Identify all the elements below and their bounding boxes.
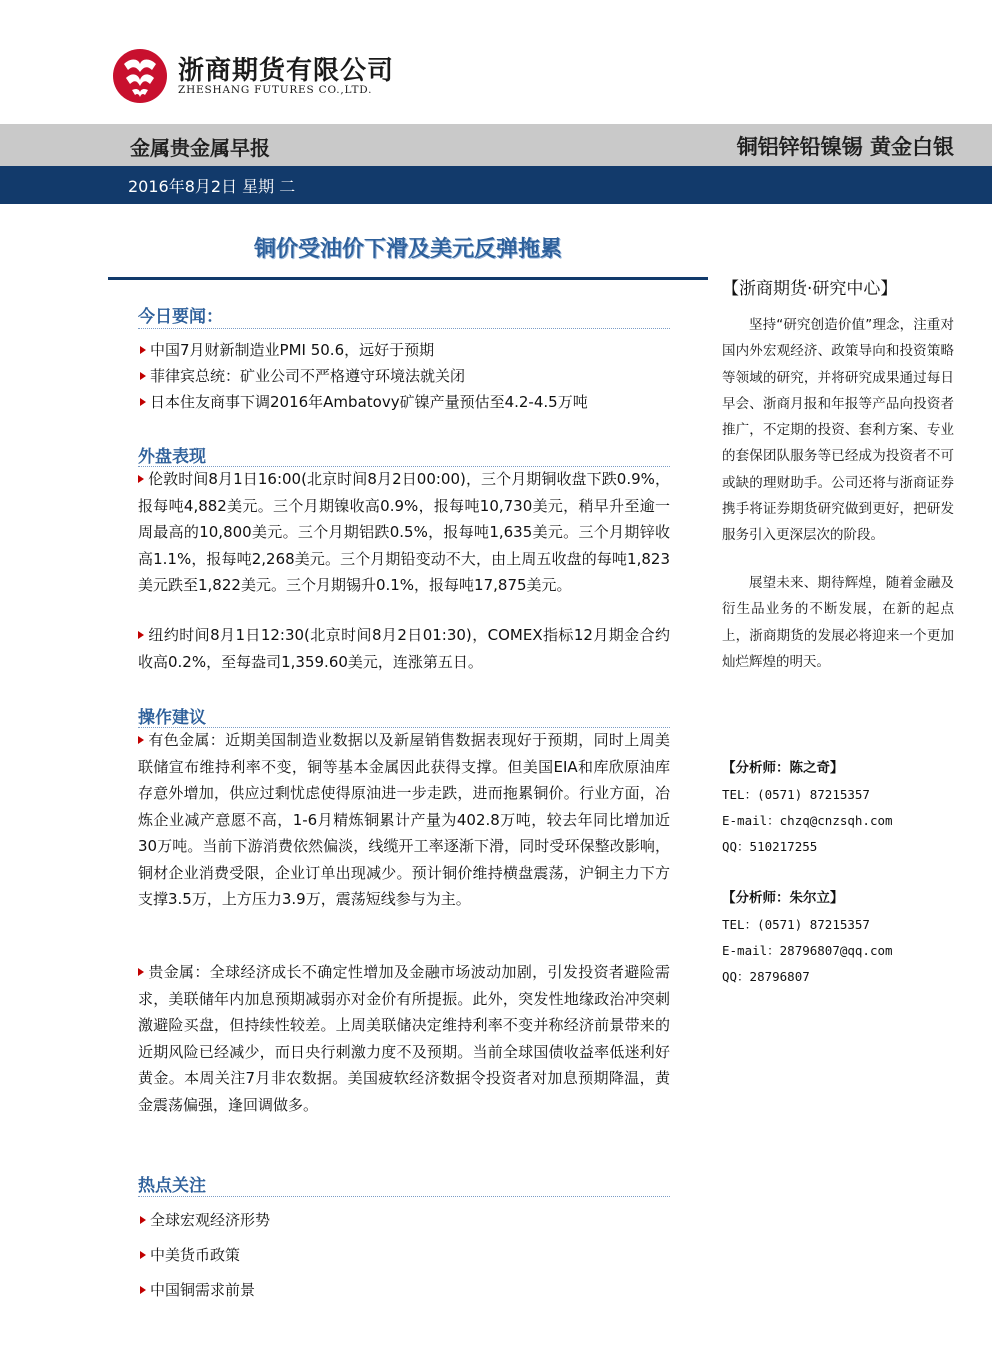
red-arrow-bullet-icon [138,968,144,976]
red-arrow-bullet-icon [138,475,144,483]
advice-section-title: 操作建议 [138,708,206,728]
red-arrow-bullet-icon [140,398,146,406]
red-arrow-bullet-icon [138,736,144,744]
headline-divider [108,277,708,280]
company-name-en: ZHESHANG FUTURES CO.,LTD. [178,84,373,96]
red-arrow-bullet-icon [140,1216,146,1224]
analyst-tel: TEL：(0571) 87215357 [722,787,870,802]
hot-item: 中国铜需求前景 [140,1277,255,1303]
analyst-email[interactable]: E-mail：chzq@cnzsqh.com [722,813,893,828]
research-center-intro: 坚持“研究创造价值”理念，注重对国内外宏观经济、政策导向和投资策略等领域的研究，并将研究成果通过每日早会、浙商月报和年报等产品向投资者推广，不定期的投资、套利方案、专业的套保团队服务等已经成为投资者不可或缺的理财助手。公司还将与浙商证券携手将证券期货研究做到更好，把研发服务引入更深层次的阶段。 [722,317,954,544]
date-band [0,166,992,204]
external-paragraph-2: 纽约时间8月1日12:30(北京时间8月2日01:30)，COMEX指标12月期金合约收高0.2%，至每盎司1,359.60美元，连涨第五日。 [138,626,670,671]
hot-item: 中美货币政策 [140,1242,240,1268]
title-band [0,124,992,166]
section-divider [138,1196,670,1197]
analyst-label: 【分析师：朱尔立】 [722,890,844,906]
red-arrow-bullet-icon [140,372,146,380]
hot-item: 全球宏观经济形势 [140,1207,270,1233]
red-arrow-bullet-icon [138,631,144,639]
section-divider [138,328,670,329]
red-arrow-bullet-icon [140,346,146,354]
external-paragraph-1: 伦敦时间8月1日16:00(北京时间8月2日00:00)，三个月期铜收盘下跌0.9%，报每吨4,882美元。三个月期镍收高0.9%，报每吨10,730美元，稍早升至逾一周最高的10,800美元。三个月期铝跌0.5%，报每吨1,635美元。三个月期锌收高1.1%，报每吨2,268美元。三个月期铅变动不大，由上周五收盘的每吨1,823美元跌至1,822美元。三个月期锡升0.1%，报每吨17,875美元。 [138,470,670,594]
news-item: 日本住友商事下调2016年Ambatovy矿镍产量预估至4.2-4.5万吨 [140,389,588,415]
advice-paragraph-1: 有色金属：近期美国制造业数据以及新屋销售数据表现好于预期，同时上周美联储宣布维持利率不变，铜等基本金属因此获得支撑。但美国EIA和库欣原油库存意外增加，供应过剩忧虑使得原油进一步走跌，进而拖累铜价。行业方面，冶炼企业减产意愿不高，1-6月精炼铜累计产量为402.8万吨，较去年同比增加近30万吨。当前下游消费依然偏淡，线缆开工率逐渐下滑，同时受环保整改影响，铜材企业消费受限，企业订单出现减少。预计铜价维持横盘震荡，沪铜主力下方支撑3.5万，上方压力3.9万，震荡短线参与为主。 [138,731,670,908]
news-section-title: 今日要闻： [138,307,223,327]
headline: 铜价受油价下滑及美元反弹拖累 [253,237,562,262]
red-arrow-bullet-icon [140,1251,146,1259]
report-title: 金属贵金属早报 [130,136,270,160]
research-center-outlook: 展望未来、期待辉煌，随着金融及衍生品业务的不断发展，在新的起点上，浙商期货的发展必将迎来一个更加灿烂辉煌的明天。 [722,575,954,670]
research-center-title: 【浙商期货·研究中心】 [722,279,898,299]
external-section-title: 外盘表现 [138,447,206,467]
red-arrow-bullet-icon [140,1286,146,1294]
company-name-cn: 浙商期货有限公司 [178,56,395,86]
news-item: 中国7月财新制造业PMI 50.6，远好于预期 [140,337,434,363]
analyst-qq: QQ：510217255 [722,839,818,854]
analyst-label: 【分析师：陈之奇】 [722,760,844,776]
analyst-email[interactable]: E-mail：28796807@qq.com [722,943,893,958]
company-logo-icon [112,48,168,104]
metals-title: 铜铝锌铅镍锡 黄金白银 [736,135,954,159]
news-item: 菲律宾总统：矿业公司不严格遵守环境法就关闭 [140,363,465,389]
report-date: 2016年8月2日 星期 二 [128,177,296,196]
advice-paragraph-2: 贵金属：全球经济成长不确定性增加及金融市场波动加剧，引发投资者避险需求，美联储年内加息预期减弱亦对金价有所提振。此外，突发性地缘政治冲突刺激避险买盘，但持续性较差。上周美联储决定维持利率不变并称经济前景带来的近期风险已经减少，而日央行刺激力度不及预期。当前全球国债收益率低迷利好黄金。本周关注7月非农数据。美国疲软经济数据令投资者对加息预期降温，黄金震荡偏强，逢回调做多。 [138,963,670,1114]
analyst-qq: QQ：28796807 [722,969,810,984]
company-logo [112,44,402,108]
hot-section-title: 热点关注 [138,1176,206,1196]
analyst-tel: TEL：(0571) 87215357 [722,917,870,932]
